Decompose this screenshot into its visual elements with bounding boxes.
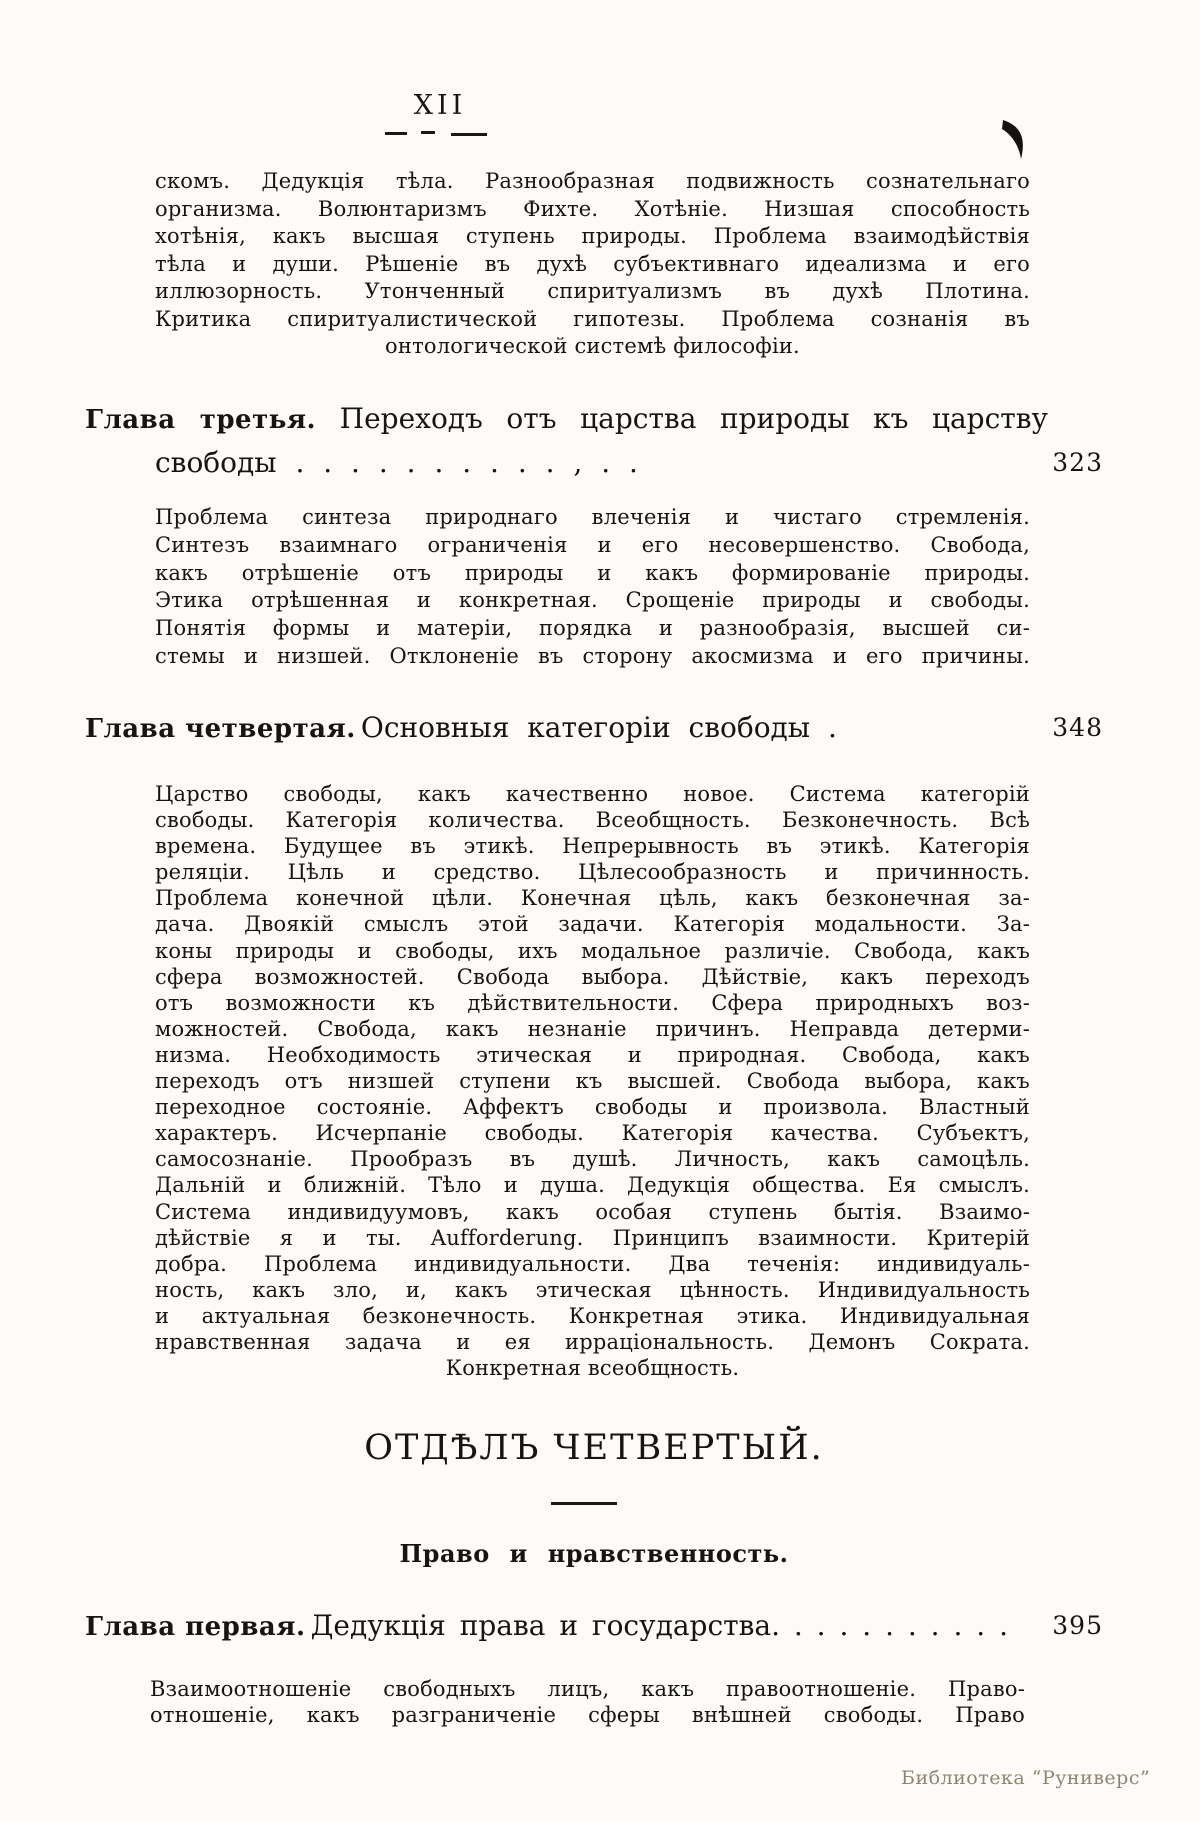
- chapter-three-page-number: 323: [1052, 448, 1103, 477]
- chapter-three-label: Глава третья.: [85, 405, 317, 435]
- text-line: хотѣнія, какъ высшая ступень природы. Проблема взаимодѣйствія: [155, 224, 1030, 248]
- folio-number: XII: [413, 90, 467, 121]
- text-line: стемы и низшей. Отклоненіе въ сторону акосмизма и его причины.: [155, 643, 1030, 668]
- text-line: Конкретная всеобщность.: [445, 1356, 740, 1381]
- chapter-four-title: Основныя категоріи свободы .: [360, 711, 837, 744]
- text-line: онтологической системѣ философіи.: [385, 334, 800, 358]
- text-line: какъ отрѣшеніе отъ природы и какъ формированіе природы.: [155, 560, 1030, 585]
- text-line: тѣла и души. Рѣшеніе въ духѣ субъективнаго идеализма и его: [155, 251, 1030, 276]
- text-line: иллюзорность. Утонченный спиритуализмъ въ духѣ Плотина.: [155, 279, 1030, 303]
- text-line: отношеніе, какъ разграниченіе сферы внѣшней свободы. Право: [150, 1703, 1025, 1727]
- library-watermark: Библиотека “Руниверс”: [901, 1767, 1151, 1789]
- text-line: отъ возможности къ дѣйствительности. Сфера природныхъ воз-: [155, 990, 1030, 1015]
- section-four-subtitle: Право и нравственность.: [399, 1539, 789, 1568]
- text-line: Взаимоотношеніе свободныхъ лицъ, какъ правоотношеніе. Право-: [150, 1677, 1025, 1701]
- text-line: низма. Необходимость этическая и природная. Свобода, какъ: [155, 1042, 1030, 1067]
- section-divider-rule: [551, 1502, 617, 1505]
- chapter-one-title: Дедукція права и государства. . . . . . . . . . .: [310, 1609, 1008, 1642]
- text-line: характеръ. Исчерпаніе свободы. Категорія качества. Субъектъ,: [155, 1121, 1030, 1146]
- text-line: нравственная задача и ея ирраціональность. Демонъ Сократа.: [155, 1329, 1030, 1354]
- chapter-four-heading: [85, 711, 1103, 751]
- text-line: дѣйствіе я и ты. Aufforderung. Принципъ взаимности. Критерій: [155, 1225, 1030, 1250]
- chapter-three-summary: [155, 504, 1030, 671]
- ink-mark-icon: [1000, 118, 1030, 166]
- chapter-one-page-number: 395: [1052, 1611, 1103, 1640]
- text-line: Этика отрѣшенная и конкретная. Срощеніе природы и свободы.: [155, 588, 1030, 613]
- text-line: добра. Проблема индивидуальности. Два теченія: индивидуаль-: [155, 1251, 1030, 1276]
- text-line: Дальній и ближній. Тѣло и душа. Дедукція общества. Ея смыслъ.: [155, 1173, 1030, 1198]
- text-line: переходное состояніе. Аффектъ свободы и произвола. Властный: [155, 1095, 1030, 1120]
- chapter-two-summary-continuation: [155, 168, 1030, 361]
- text-line: организма. Волюнтаризмъ Фихте. Хотѣніе. Низшая способность: [155, 196, 1030, 221]
- chapter-one-label: Глава первая.: [85, 1612, 306, 1642]
- text-line: и актуальная безконечность. Конкретная этика. Индивидуальная: [155, 1303, 1030, 1328]
- chapter-one-heading: [85, 1609, 1103, 1649]
- section-four-title: ОТДѢЛЪ ЧЕТВЕРТЫЙ.: [364, 1428, 824, 1468]
- chapter-three-heading-line2: [155, 446, 1103, 482]
- text-line: Царство свободы, какъ качественно новое. Система категорій: [155, 782, 1030, 806]
- text-line: Синтезъ взаимнаго ограниченія и его несовершенство. Свобода,: [155, 532, 1030, 557]
- text-line: свободы. Категорія количества. Всеобщность. Безконечность. Всѣ: [155, 808, 1030, 833]
- text-line: времена. Будущее въ этикѣ. Непрерывность въ этикѣ. Категорія: [155, 834, 1030, 859]
- text-line: скомъ. Дедукція тѣла. Разнообразная подвижность сознательнаго: [155, 169, 1030, 193]
- text-line: Система индивидуумовъ, какъ особая ступень бытія. Взаимо-: [155, 1199, 1030, 1224]
- chapter-one-summary: [150, 1676, 1025, 1728]
- chapter-four-page-number: 348: [1052, 713, 1103, 742]
- chapter-four-summary: [155, 781, 1030, 1381]
- text-line: Понятія формы и матеріи, порядка и разнообразія, высшей си-: [155, 616, 1030, 641]
- text-line: дача. Двоякій смыслъ этой задачи. Категорія модальности. За-: [155, 912, 1030, 937]
- folio-underline: [385, 129, 497, 137]
- text-line: Проблема конечной цѣли. Конечная цѣль, какъ безконечная за-: [155, 886, 1030, 911]
- chapter-three-heading: [85, 401, 1048, 438]
- text-line: самосознаніе. Прообразъ въ душѣ. Личность, какъ самоцѣль.: [155, 1147, 1030, 1172]
- chapter-four-label: Глава четвертая.: [85, 714, 356, 744]
- text-line: Проблема синтеза природнаго влеченія и чистаго стремленія.: [155, 505, 1030, 529]
- chapter-three-title: Переходъ отъ царства природы къ царству: [339, 402, 1048, 435]
- text-line: можностей. Свобода, какъ незнаніе причинъ. Неправда детерми-: [155, 1016, 1030, 1041]
- text-line: сфера возможностей. Свобода выбора. Дѣйствіе, какъ переходъ: [155, 964, 1030, 989]
- text-line: реляціи. Цѣль и средство. Цѣлесообразность и причинность.: [155, 860, 1030, 885]
- text-line: коны природы и свободы, ихъ модальное различіе. Свобода, какъ: [155, 938, 1030, 963]
- text-line: ность, какъ зло, и, какъ этическая цѣнность. Индивидуальность: [155, 1277, 1030, 1302]
- chapter-three-title-leader: свободы . . . . . . . . . . , . .: [155, 446, 638, 479]
- text-line: переходъ отъ низшей ступени къ высшей. Свобода выбора, какъ: [155, 1069, 1030, 1094]
- text-line: Критика спиритуалистической гипотезы. Проблема сознанія въ: [155, 306, 1030, 331]
